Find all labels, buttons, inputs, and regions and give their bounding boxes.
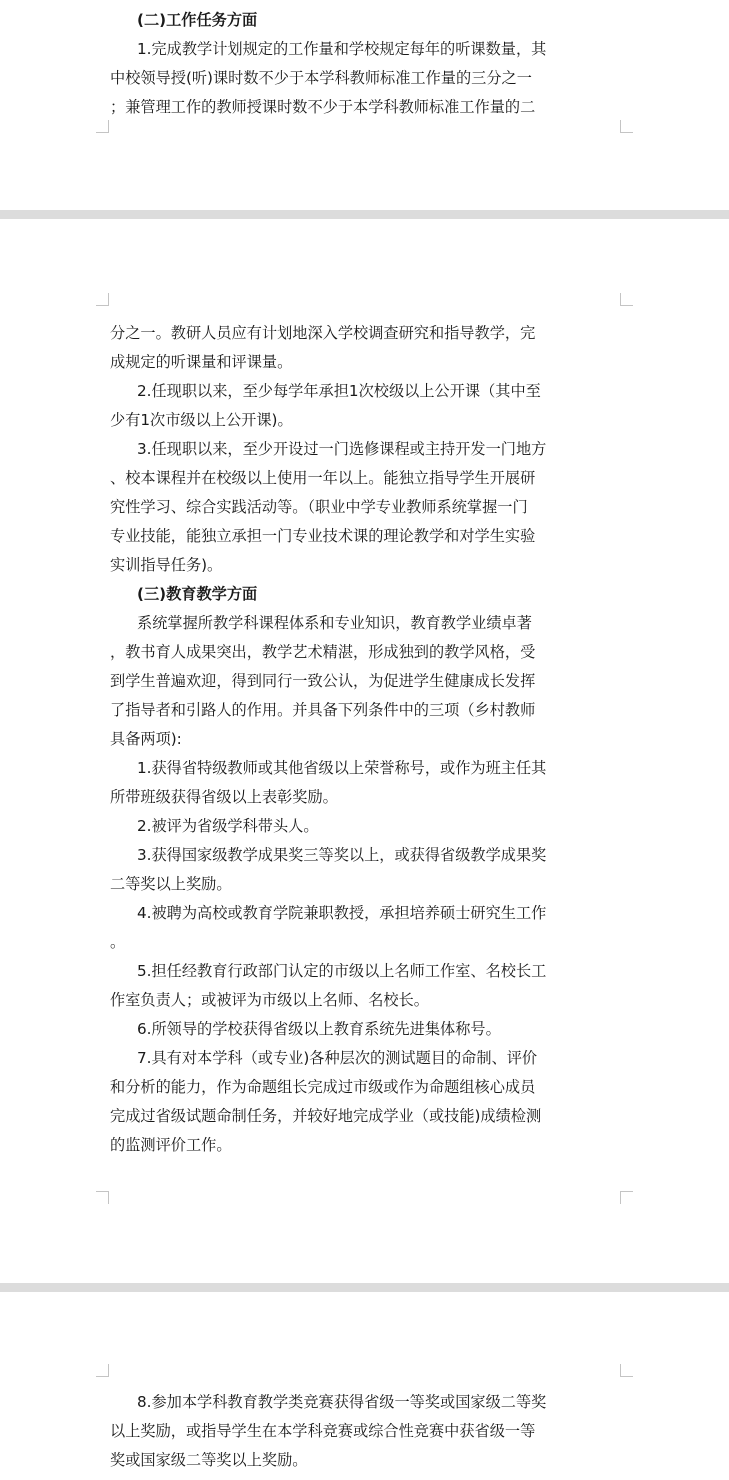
paragraph-line: 究性学习、综合实践活动等。（职业中学专业教师系统掌握一门 (110, 498, 528, 516)
paragraph-line: 二等奖以上奖励。 (110, 875, 232, 893)
paragraph-line: 实训指导任务)。 (110, 556, 223, 574)
margin-corner-mark (620, 1364, 633, 1377)
paragraph-line: 具备两项): (110, 730, 182, 748)
paragraph-line: 分之一。教研人员应有计划地深入学校调查研究和指导教学，完 (110, 324, 536, 342)
margin-corner-mark (620, 293, 633, 306)
margin-corner-mark (96, 293, 109, 306)
paragraph-line: 中校领导授(听)课时数不少于本学科教师标准工作量的三分之一 (110, 69, 532, 87)
paragraph-line: 8.参加本学科教育教学类竞赛获得省级一等奖或国家级二等奖 (137, 1393, 547, 1411)
paragraph-line: 2.被评为省级学科带头人。 (137, 817, 319, 835)
paragraph-line: 的监测评价工作。 (110, 1136, 232, 1154)
paragraph-line: 成规定的听课量和评课量。 (110, 353, 293, 371)
paragraph-line: 3.获得国家级教学成果奖三等奖以上，或获得省级教学成果奖 (137, 846, 547, 864)
document-page-2 (0, 219, 729, 1283)
page-separator (0, 1283, 729, 1292)
paragraph-line: 1.获得省特级教师或其他省级以上荣誉称号，或作为班主任其 (137, 759, 547, 777)
paragraph-line: 1.完成教学计划规定的工作量和学校规定每年的听课数量，其 (137, 40, 547, 58)
paragraph-line: 了指导者和引路人的作用。并具备下列条件中的三项（乡村教师 (110, 701, 536, 719)
paragraph-line: 。 (110, 933, 126, 951)
paragraph-line: 4.被聘为高校或教育学院兼职教授，承担培养硕士研究生工作 (137, 904, 547, 922)
margin-corner-mark (96, 1364, 109, 1377)
paragraph-line: 完成过省级试题命制任务，并较好地完成学业（或技能)成绩检测 (110, 1107, 542, 1125)
paragraph-line: 专业技能，能独立承担一门专业技术课的理论教学和对学生实验 (110, 527, 536, 545)
paragraph-line: 作室负责人；或被评为市级以上名师、名校长。 (110, 991, 429, 1009)
paragraph-line: 5.担任经教育行政部门认定的市级以上名师工作室、名校长工 (137, 962, 547, 980)
paragraph-line: 所带班级获得省级以上表彰奖励。 (110, 788, 338, 806)
paragraph-line: 以上奖励，或指导学生在本学科竞赛或综合性竞赛中获省级一等 (110, 1422, 536, 1440)
paragraph-line: 和分析的能力，作为命题组长完成过市级或作为命题组核心成员 (110, 1078, 536, 1096)
document-page-1 (0, 0, 729, 210)
paragraph-line: ，教书育人成果突出，教学艺术精湛，形成独到的教学风格，受 (110, 643, 536, 661)
paragraph-line: 少有1次市级以上公开课)。 (110, 411, 293, 429)
document-page-3 (0, 1292, 729, 1480)
paragraph-line: 到学生普遍欢迎，得到同行一致公认，为促进学生健康成长发挥 (110, 672, 536, 690)
paragraph-line: ；兼管理工作的教师授课时数不少于本学科教师标准工作量的二 (110, 98, 536, 116)
paragraph-line: 7.具有对本学科（或专业)各种层次的测试题目的命制、评价 (137, 1049, 538, 1067)
margin-corner-mark (96, 120, 109, 133)
paragraph-line: 奖或国家级二等奖以上奖励。 (110, 1451, 308, 1469)
section-heading-education-teaching: (三)教育教学方面 (137, 585, 258, 603)
margin-corner-mark (620, 1191, 633, 1204)
margin-corner-mark (96, 1191, 109, 1204)
paragraph-line: 、校本课程并在校级以上使用一年以上。能独立指导学生开展研 (110, 469, 536, 487)
paragraph-line: 系统掌握所教学科课程体系和专业知识，教育教学业绩卓著 (137, 614, 532, 632)
section-heading-work-tasks: (二)工作任务方面 (137, 11, 258, 29)
page-separator (0, 210, 729, 219)
paragraph-line: 6.所领导的学校获得省级以上教育系统先进集体称号。 (137, 1020, 501, 1038)
paragraph-line: 2.任现职以来，至少每学年承担1次校级以上公开课（其中至 (137, 382, 541, 400)
paragraph-line: 3.任现职以来，至少开设过一门选修课程或主持开发一门地方 (137, 440, 547, 458)
margin-corner-mark (620, 120, 633, 133)
